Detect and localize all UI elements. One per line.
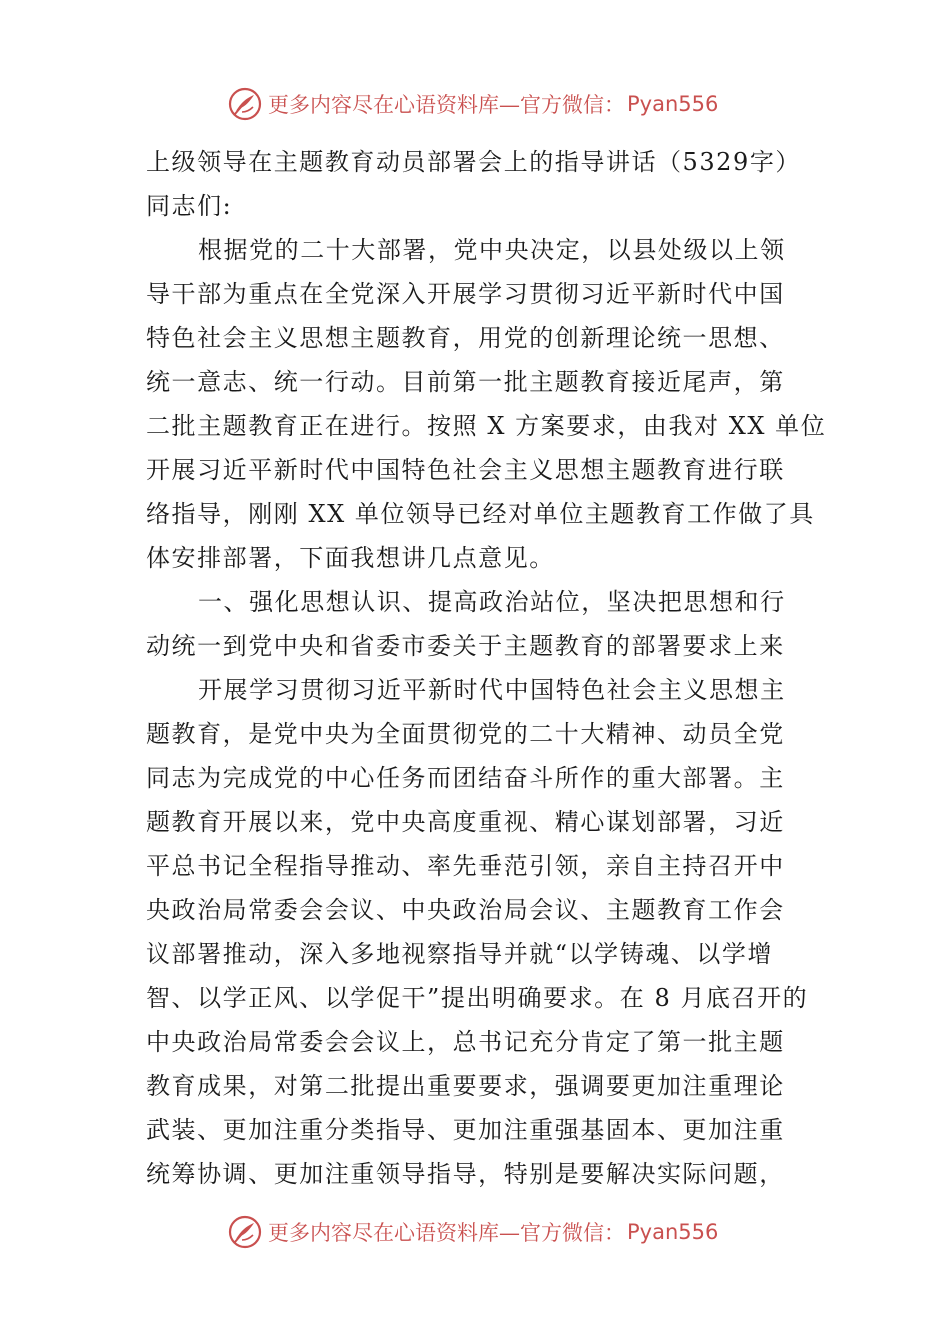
watermark-bottom bbox=[228, 1212, 718, 1252]
paragraph-intro bbox=[146, 228, 827, 580]
text-line: 武装、更加注重分类指导、更加注重强基固本、更加注重 bbox=[146, 1116, 785, 1144]
section-heading-1 bbox=[146, 580, 808, 668]
watermark-handle: Pyan556 bbox=[627, 1220, 719, 1244]
text-line: 平总书记全程指导推动、率先垂范引领，亲自主持召开中 bbox=[146, 852, 785, 880]
text-line: 开展习近平新时代中国特色社会主义思想主题教育进行联 bbox=[146, 456, 785, 484]
paragraph-section-1 bbox=[146, 668, 808, 1196]
heading-line: 动统一到党中央和省委市委关于主题教育的部署要求上来 bbox=[146, 632, 785, 660]
text-line: 教育成果，对第二批提出重要要求，强调要更加注重理论 bbox=[146, 1072, 785, 1100]
document-body bbox=[146, 140, 827, 1196]
salutation: 同志们: bbox=[146, 192, 233, 220]
text-line: 题教育开展以来，党中央高度重视、精心谋划部署，习近 bbox=[146, 808, 785, 836]
watermark-top bbox=[228, 84, 718, 124]
text-line: 统一意志、统一行动。目前第一批主题教育接近尾声，第 bbox=[146, 368, 785, 396]
document-title: 上级领导在主题教育动员部署会上的指导讲话（5329字） bbox=[146, 148, 801, 176]
watermark-handle: Pyan556 bbox=[627, 92, 719, 116]
text-line: 同志为完成党的中心任务而团结奋斗所作的重大部署。主 bbox=[146, 764, 785, 792]
text-line: 智、以学正风、以学促干”提出明确要求。在 8 月底召开的 bbox=[146, 984, 809, 1012]
text-line: 中央政治局常委会会议上，总书记充分肯定了第一批主题 bbox=[146, 1028, 785, 1056]
pen-feather-logo-icon bbox=[228, 87, 262, 121]
text-line: 特色社会主义思想主题教育，用党的创新理论统一思想、 bbox=[146, 324, 785, 352]
watermark-text: 更多内容尽在心语资料库—官方微信： bbox=[268, 1221, 625, 1245]
text-line: 络指导，刚刚 XX 单位领导已经对单位主题教育工作做了具 bbox=[146, 500, 815, 528]
text-line: 开展学习贯彻习近平新时代中国特色社会主义思想主 bbox=[198, 676, 786, 704]
text-line: 二批主题教育正在进行。按照 X 方案要求，由我对 XX 单位 bbox=[146, 412, 827, 440]
text-line: 央政治局常委会会议、中央政治局会议、主题教育工作会 bbox=[146, 896, 785, 924]
text-line: 题教育，是党中央为全面贯彻党的二十大精神、动员全党 bbox=[146, 720, 785, 748]
heading-line: 一、强化思想认识、提高政治站位，坚决把思想和行 bbox=[198, 588, 786, 616]
watermark-text: 更多内容尽在心语资料库—官方微信： bbox=[268, 93, 625, 117]
text-line: 体安排部署，下面我想讲几点意见。 bbox=[146, 544, 555, 572]
text-line: 根据党的二十大部署，党中央决定，以县处级以上领 bbox=[198, 236, 786, 264]
pen-feather-logo-icon bbox=[228, 1215, 262, 1249]
text-line: 统筹协调、更加注重领导指导，特别是要解决实际问题， bbox=[146, 1160, 785, 1188]
text-line: 导干部为重点在全党深入开展学习贯彻习近平新时代中国 bbox=[146, 280, 785, 308]
text-line: 议部署推动，深入多地视察指导并就“以学铸魂、以学增 bbox=[146, 940, 774, 968]
